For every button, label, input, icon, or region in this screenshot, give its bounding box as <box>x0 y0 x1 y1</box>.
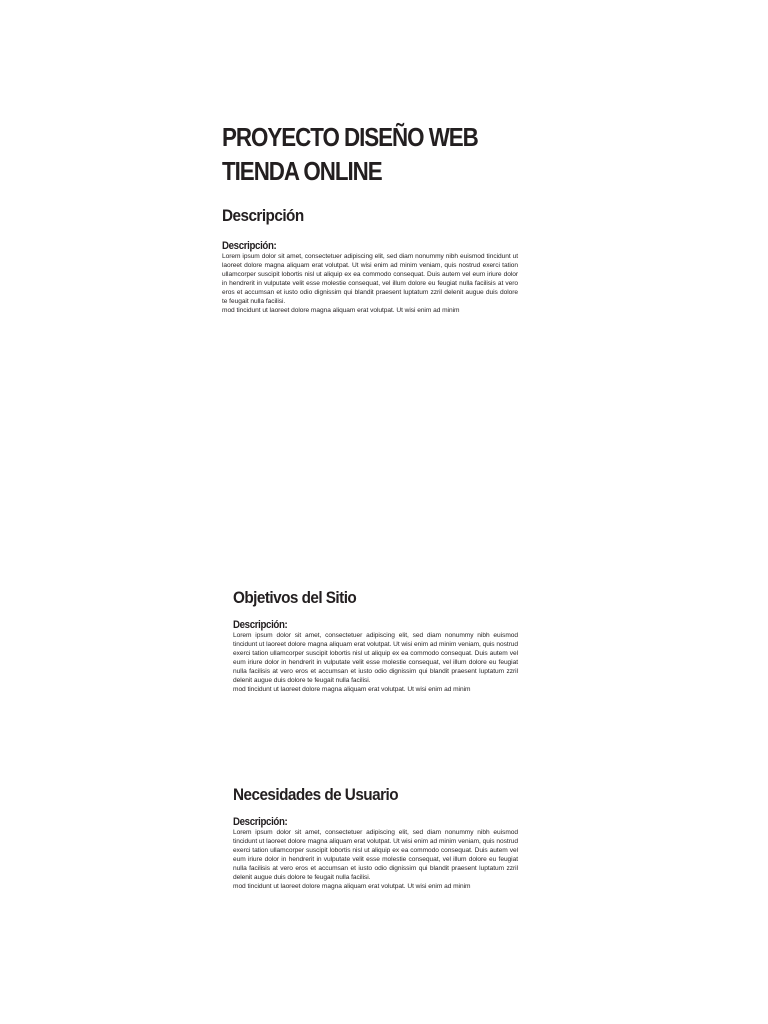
section-sub-label: Descripción: <box>233 619 288 631</box>
section-sub-label: Descripción: <box>222 240 277 252</box>
page-title <box>222 120 497 188</box>
page-title-line-1: PROYECTO DISEÑO WEB <box>222 122 478 152</box>
section-heading: Objetivos del Sitio <box>233 588 357 607</box>
section-descripcion <box>222 206 518 315</box>
section-body-last-line: mod tincidunt ut laoreet dolore magna aliquam erat volutpat. Ut wisi enim ad minim <box>233 686 471 693</box>
section-heading: Descripción <box>222 206 304 225</box>
section-body-text: Lorem ipsum dolor sit amet, consectetuer adipiscing elit, sed diam nonummy nibh euismod tincidunt ut laoreet dolore magna aliquam erat volutpat. Ut wisi enim ad minim veniam, quis nostrud exerci tation ullamcorper suscipit lobortis nisl ut aliquip ex ea commodo consequat. Duis autem vel eum iriure dolor in hendrerit in vulputate velit esse molestie consequat, vel illum dolore eu feugiat nulla facilisis at vero eros et accumsan et iusto odio dignissim qui blandit praesent luptatum zzril delenit augue duis dolore te feugait nulla facilisi. <box>233 632 518 684</box>
section-objetivos-del-sitio <box>233 588 518 694</box>
page-title-line-2: TIENDA ONLINE <box>222 156 382 186</box>
section-body-text: Lorem ipsum dolor sit amet, consectetuer adipiscing elit, sed diam nonummy nibh euismod tincidunt ut laoreet dolore magna aliquam erat volutpat. Ut wisi enim ad minim veniam, quis nostrud exerci tation ullamcorper suscipit lobortis nisl ut aliquip ex ea commodo consequat. Duis autem vel eum iriure dolor in hendrerit in vulputate velit esse molestie consequat, vel illum dolore eu feugiat nulla facilisis at vero eros et accumsan et iusto odio dignissim qui blandit praesent luptatum zzril delenit augue duis dolore te feugait nulla facilisi. <box>222 253 518 305</box>
section-body-last-line: mod tincidunt ut laoreet dolore magna aliquam erat volutpat. Ut wisi enim ad minim <box>222 307 460 314</box>
section-heading: Necesidades de Usuario <box>233 785 399 804</box>
section-necesidades-de-usuario <box>233 785 518 891</box>
section-sub-label: Descripción: <box>233 816 288 828</box>
section-body-text: Lorem ipsum dolor sit amet, consectetuer adipiscing elit, sed diam nonummy nibh euismod tincidunt ut laoreet dolore magna aliquam erat volutpat. Ut wisi enim ad minim veniam, quis nostrud exerci tation ullamcorper suscipit lobortis nisl ut aliquip ex ea commodo consequat. Duis autem vel eum iriure dolor in hendrerit in vulputate velit esse molestie consequat, vel illum dolore eu feugiat nulla facilisis at vero eros et accumsan et iusto odio dignissim qui blandit praesent luptatum zzril delenit augue duis dolore te feugait nulla facilisi. <box>233 829 518 881</box>
section-body-last-line: mod tincidunt ut laoreet dolore magna aliquam erat volutpat. Ut wisi enim ad minim <box>233 883 471 890</box>
